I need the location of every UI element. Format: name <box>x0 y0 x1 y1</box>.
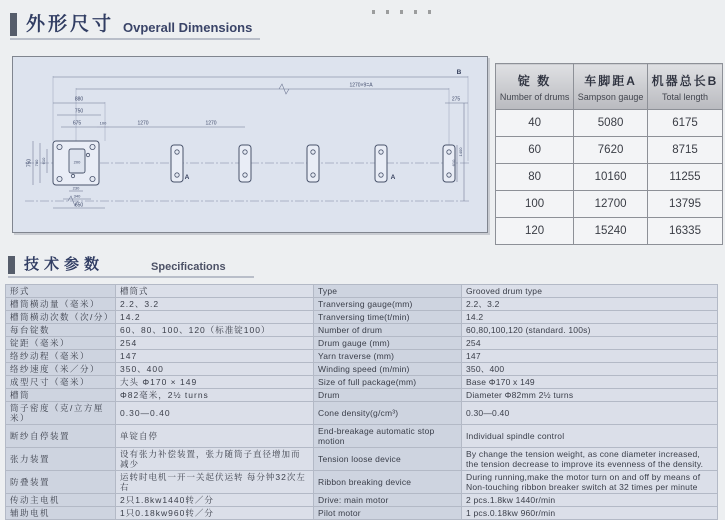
spec-label-cn: 张力装置 <box>6 448 116 471</box>
spec-value-cn: 2只1.8kw1440转／分 <box>116 494 314 507</box>
spec-label-en: End-breakage automatic stop motion <box>314 425 462 448</box>
spec-label-cn: 槽筒横动量（毫米） <box>6 298 116 311</box>
spec-label-cn: 防叠装置 <box>6 471 116 494</box>
spec-table-row <box>6 350 718 363</box>
dim-650: 650 <box>74 202 84 209</box>
section2-title-en: Specifications <box>151 261 226 273</box>
dims-table-row <box>496 191 723 218</box>
spec-value-cn: 槽筒式 <box>116 285 314 298</box>
specifications-header <box>8 253 254 278</box>
overall-dimensions-header <box>10 9 260 40</box>
dims-column-header: 机器总长B Total length <box>647 64 722 110</box>
spec-table-row <box>6 448 718 471</box>
dims-table-cell: 8715 <box>647 137 722 164</box>
spec-value-cn: Φ82毫米，2½ turns <box>116 389 314 402</box>
spec-value-cn: 254 <box>116 337 314 350</box>
dim-750: 750 <box>74 108 84 115</box>
spec-value-cn: 1只0.18kw960转／分 <box>116 507 314 520</box>
spec-label-cn: 筒子密度（克/立方厘米） <box>6 402 116 425</box>
spec-value-cn: 2.2、3.2 <box>116 298 314 311</box>
dim-275: 275 <box>451 96 461 103</box>
spec-label-cn: 形式 <box>6 285 116 298</box>
dims-table-cell: 16335 <box>647 218 722 245</box>
spec-value-en: 254 <box>462 337 718 350</box>
dim-1270-b: 1270 <box>205 120 217 127</box>
spec-table-row <box>6 425 718 448</box>
spec-value-en: During running,make the motor turn on and off by means of Non-touching ribbon breaker switch at 32 times per minute <box>462 471 718 494</box>
spec-label-en: Drum gauge (mm) <box>314 337 462 350</box>
dims-table-header-row <box>496 64 723 110</box>
dim-880: 880 <box>74 96 84 103</box>
dims-table-row <box>496 164 723 191</box>
spec-table-row <box>6 471 718 494</box>
spec-table-row <box>6 363 718 376</box>
spec-label-cn: 络纱速度（米／分） <box>6 363 116 376</box>
spec-value-cn: 60、80、100、120（标准锭100） <box>116 324 314 337</box>
spec-value-en: 1 pcs.0.18kw 960r/min <box>462 507 718 520</box>
spec-table-row <box>6 324 718 337</box>
spec-value-cn: 0.30—0.40 <box>116 402 314 425</box>
spec-table-row <box>6 494 718 507</box>
spec-value-cn: 设有张力补偿装置，张力随筒子直径增加而减少 <box>116 448 314 471</box>
spec-value-cn: 14.2 <box>116 311 314 324</box>
dim-pitch-formula: 1270×9=A <box>349 82 373 89</box>
spec-label-cn: 锭距（毫米） <box>6 337 116 350</box>
spec-table-row <box>6 298 718 311</box>
spec-table-row <box>6 402 718 425</box>
dims-table-cell: 60 <box>496 137 574 164</box>
spec-label-cn: 每台锭数 <box>6 324 116 337</box>
spec-label-en: Tranversing gauge(mm) <box>314 298 462 311</box>
spec-value-en: By change the tension weight, as cone diameter increased, the tension decrease to improve its evenness of the density. <box>462 448 718 471</box>
spec-label-en: Size of full package(mm) <box>314 376 462 389</box>
spec-value-en: 2.2、3.2 <box>462 298 718 311</box>
dim-230: 230 <box>72 185 80 191</box>
spec-table-body <box>6 285 718 520</box>
spec-value-en: 2 pcs.1.8kw 1440r/min <box>462 494 718 507</box>
dim-total-length-b: B <box>456 69 462 76</box>
spec-label-en: Type <box>314 285 462 298</box>
dims-table-cell: 80 <box>496 164 574 191</box>
spec-label-en: Tension loose device <box>314 448 462 471</box>
spec-label-cn: 槽筒 <box>6 389 116 402</box>
dims-table-cell: 5080 <box>574 110 648 137</box>
spec-table-row <box>6 337 718 350</box>
spec-value-cn: 单锭自停 <box>116 425 314 448</box>
spec-label-cn: 断纱自停装置 <box>6 425 116 448</box>
spec-value-en: 14.2 <box>462 311 718 324</box>
spec-table-row <box>6 389 718 402</box>
spec-label-en: Drum <box>314 389 462 402</box>
spec-label-en: Number of drum <box>314 324 462 337</box>
spec-label-en: Winding speed (m/min) <box>314 363 462 376</box>
spec-label-en: Yarn traverse (mm) <box>314 350 462 363</box>
spec-value-en: 60,80,100,120 (standard. 100s) <box>462 324 718 337</box>
dims-table-cell: 7620 <box>574 137 648 164</box>
spec-label-en: Pilot motor <box>314 507 462 520</box>
section1-title-cn: 外形尺寸 <box>26 14 115 35</box>
spec-value-en: 147 <box>462 350 718 363</box>
spec-value-cn: 147 <box>116 350 314 363</box>
spec-value-en: Grooved drum type <box>462 285 718 298</box>
drum-count-table <box>495 63 723 245</box>
spec-table-row <box>6 376 718 389</box>
spec-value-en: Base Φ170 x 149 <box>462 376 718 389</box>
spec-label-cn: 络纱动程（毫米） <box>6 350 116 363</box>
spec-label-cn: 传动主电机 <box>6 494 116 507</box>
dim-1270-a: 1270 <box>137 120 149 127</box>
spec-label-cn: 辅助电机 <box>6 507 116 520</box>
spec-label-cn: 槽筒横动次数（次/分） <box>6 311 116 324</box>
dim-right-610: 610 <box>451 159 456 167</box>
section-mark-a1: A <box>184 174 190 181</box>
scan-artifact <box>372 10 432 14</box>
dims-table-cell: 40 <box>496 110 574 137</box>
dims-table-cell: 13795 <box>647 191 722 218</box>
dim-left-610: 610 <box>41 157 46 165</box>
spec-value-en: 350、400 <box>462 363 718 376</box>
dims-column-header: 车脚距A Sampson gauge <box>574 64 648 110</box>
spec-label-en: Ribbon breaking device <box>314 471 462 494</box>
spec-table-row <box>6 285 718 298</box>
dims-table-cell: 12700 <box>574 191 648 218</box>
dims-table-row <box>496 218 723 245</box>
spec-value-en: 0.30—0.40 <box>462 402 718 425</box>
specifications-table <box>5 284 718 520</box>
dimension-drawing <box>13 57 487 232</box>
dims-table-cell: 15240 <box>574 218 648 245</box>
dims-table-body <box>496 110 723 245</box>
dims-table-cell: 100 <box>496 191 574 218</box>
spec-label-en: Drive: main motor <box>314 494 462 507</box>
dim-675: 675 <box>72 120 82 127</box>
dims-table-row <box>496 110 723 137</box>
dims-table-cell: 11255 <box>647 164 722 191</box>
accent-bar-icon <box>8 256 15 274</box>
spec-value-en: Diameter Φ82mm 2½ turns <box>462 389 718 402</box>
spec-value-cn: 大头 Φ170 × 149 <box>116 376 314 389</box>
accent-bar-icon <box>10 13 17 36</box>
dim-slot-200: 200 <box>73 159 81 165</box>
spec-table-row <box>6 507 718 520</box>
spec-value-cn: 运转时电机一开一关起伏运转 每分钟32次左右 <box>116 471 314 494</box>
dim-right-1400: 1400 <box>458 147 463 157</box>
spec-value-cn: 350、400 <box>116 363 314 376</box>
section2-title-cn: 技术参数 <box>24 256 105 273</box>
dim-340: 340 <box>73 193 81 199</box>
spec-label-cn: 成型尺寸（毫米） <box>6 376 116 389</box>
section1-title-en: Ovperall Dimensions <box>123 20 253 35</box>
spec-table-row <box>6 311 718 324</box>
dims-table-cell: 10160 <box>574 164 648 191</box>
dims-table-row <box>496 137 723 164</box>
dims-column-header: 锭 数 Number of drums <box>496 64 574 110</box>
dim-left-700: 700 <box>34 159 39 167</box>
overall-dimensions-section <box>12 56 723 245</box>
dim-100: 100 <box>99 120 107 126</box>
spec-label-en: Cone density(g/cm³) <box>314 402 462 425</box>
spec-value-en: Individual spindle control <box>462 425 718 448</box>
dims-table-cell: 6175 <box>647 110 722 137</box>
section-mark-a2: A <box>390 174 396 181</box>
spec-label-en: Tranversing time(t/min) <box>314 311 462 324</box>
dim-left-750: 750 <box>26 158 33 168</box>
dimension-drawing-panel <box>12 56 488 233</box>
dims-table-cell: 120 <box>496 218 574 245</box>
